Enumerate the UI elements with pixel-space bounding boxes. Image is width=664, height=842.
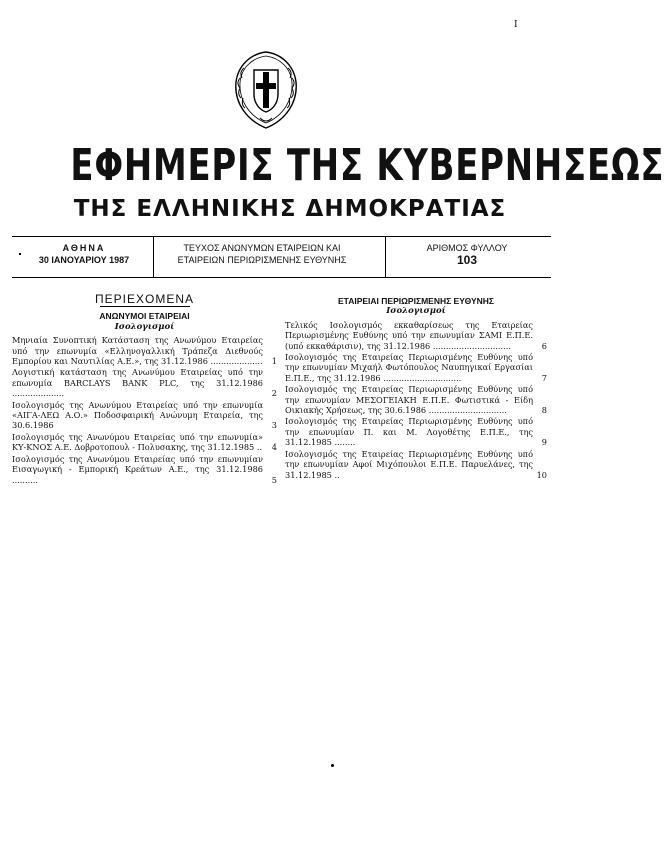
issue-type-cell: [162, 242, 362, 266]
contents-entry: [12, 367, 277, 398]
entry-text: Ισολογισμός της Εταιρείας Περιωρισμένης Ευθύνης υπό την επωνυμίαν Αφοί Μιχόπουλοι Ε.Π.Ε. Παρυελάνες, της 31.12.1985 ..: [285, 448, 533, 480]
contents-entry: [12, 432, 277, 453]
sheet-number-label: ΑΡΙΘΜΟΣ ΦΥΛΛΟΥ: [426, 243, 508, 253]
entry-text: Μηνιαία Συνοπτική Κατάσταση της Ανωνύμου Εταιρείας υπό την επωνυμία «Ελληνογαλλική Τράπεζα Διεθνούς Εμπορίου και Ναυτιλίας Α.Ε.», της 31.12.1986 ....................: [12, 335, 263, 367]
contents-entry: [12, 335, 277, 366]
entry-text: Ισολογισμός της Ανωνύμου Εταιρείας υπό την επωνυμία» ΚΥ-ΚΝΟΣ Α.Ε. Δοβροτοπουλ - Πολυσακης, της 31.12.1985 ..: [12, 431, 263, 453]
entry-text: Τελικός Ισολογισμός εκκαθαρίσεως της Εταιρείας Περιωρισμένης Ευθύνης υπό την επωνυμίαν ΣΑΜΙ Ε.Π.Ε. (υπό εκκαθάρισιν), της 31.12.1986 ..............................: [285, 319, 533, 351]
contents-left-column: [12, 294, 277, 486]
entry-text: Ισολογισμός της Ανωνύμου Εταιρείας υπό την επωνυμία «ΑΙΓΑ-ΛΕΩ Α.Ο.» Ποδοσφαιρική Ανώνυμη Εταιρεία, της 30.6.1986: [12, 399, 263, 431]
ink-dot: [331, 764, 334, 767]
issue-date: 30 ΙΑΝΟΥΑΡΙΟΥ 1987: [38, 255, 130, 265]
contents-entry: [12, 400, 277, 431]
contents-entry: [285, 320, 547, 351]
entry-page-number: 1: [271, 356, 277, 367]
contents-title: ΠΕΡΙΕΧΟΜΕΝΑ: [94, 292, 195, 306]
contents-entry: [285, 384, 547, 415]
contents-entry: [285, 416, 547, 447]
entry-page-number: 2: [271, 388, 277, 399]
issue-type-line2: ΕΤΑΙΡΕΙΩΝ ΠΕΡΙΩΡΙΣΜΕΝΗΣ ΕΥΘΥΝΗΣ: [177, 255, 347, 265]
coat-of-arms-emblem: [230, 48, 302, 132]
entry-page-number: 4: [271, 442, 277, 453]
entry-text: Ισολογισμός της Ανωνύμου Εταιρείας υπό την επωνυμίαν Εισαγωγική - Εμπορική Κρεάτων Α.Ε., της 31.12.1986 ..........: [12, 453, 263, 485]
entry-page-number: 10: [536, 469, 547, 480]
section-subheading: Ισολογισμοί: [114, 321, 175, 332]
newspaper-title: ΕΦΗΜΕΡΙΣ ΤΗΣ ΚΥΒΕΡΝΗΣΕΩΣ: [70, 140, 664, 191]
contents-entry: [285, 352, 547, 383]
date-cell: [24, 242, 144, 266]
sheet-number-cell: [392, 242, 542, 266]
city-label: ΑΘΗΝΑ: [62, 243, 106, 253]
sheet-number: 103: [456, 253, 478, 267]
mark: [19, 253, 21, 255]
issue-header: [12, 236, 551, 278]
entry-page-number: 8: [541, 405, 547, 416]
newspaper-subtitle: ΤΗΣ ΕΛΛΗΝΙΚΗΣ ΔΗΜΟΚΡΑΤΙΑΣ: [73, 196, 507, 222]
contents-entry: [285, 449, 547, 480]
left-entries: [12, 335, 277, 485]
page-mark: I: [514, 20, 518, 30]
section-subheading: Ισολογισμοί: [386, 306, 446, 317]
entry-text: Λογιστική κατάσταση της Ανωνύμου Εταιρείας υπό την επωνυμία BARCLAYS BANK PLC, της 31.12.1986 ....................: [12, 367, 263, 399]
section-heading: ΑΝΩΝΥΜΟΙ ΕΤΑΙΡΕΙΑΙ: [99, 311, 190, 322]
right-entries: [285, 320, 547, 480]
section-heading: ΕΤΑΙΡΕΙΑΙ ΠΕΡΙΩΡΙΣΜΕΝΗΣ ΕΥΘΥΝΗΣ: [337, 296, 494, 306]
entry-text: Ισολογισμός της Εταιρείας Περιωρισμένης Ευθύνης υπό την επωνυμίαν Μιχαήλ Φωτόπουλος Ναυπηγικαί Εργασίαι Ε.Π.Ε., της 31.12.1986 ..............................: [285, 352, 533, 383]
entry-page-number: 6: [541, 340, 547, 351]
entry-page-number: 9: [541, 437, 547, 448]
title-underline: [100, 306, 190, 307]
header-divider: [153, 237, 154, 277]
header-divider: [385, 237, 386, 277]
contents-entry: [12, 454, 277, 485]
entry-text: Ισολογισμός της Εταιρείας Περιωρισμένης Ευθύνης υπό την επωνυμίαν ΜΕΣΟΓΕΙΑΚΗ Ε.Π.Ε. Φωτιστικά - Είδη Οικιακής Χρήσεως, της 30.6.1986 ..............................: [285, 384, 533, 416]
entry-page-number: 5: [271, 474, 277, 485]
issue-type-line1: ΤΕΥΧΟΣ ΑΝΩΝΥΜΩΝ ΕΤΑΙΡΕΙΩΝ ΚΑΙ: [183, 243, 341, 253]
entry-text: Ισολογισμός της Εταιρείας Περιωρισμένης Ευθύνης υπό την επωνυμίαν Π. και Μ. Λογοθέτης Ε.Π.Ε., της 31.12.1985 ........: [285, 416, 533, 448]
entry-page-number: 3: [271, 420, 277, 431]
entry-page-number: 7: [541, 372, 547, 383]
contents-right-column: [285, 296, 547, 481]
